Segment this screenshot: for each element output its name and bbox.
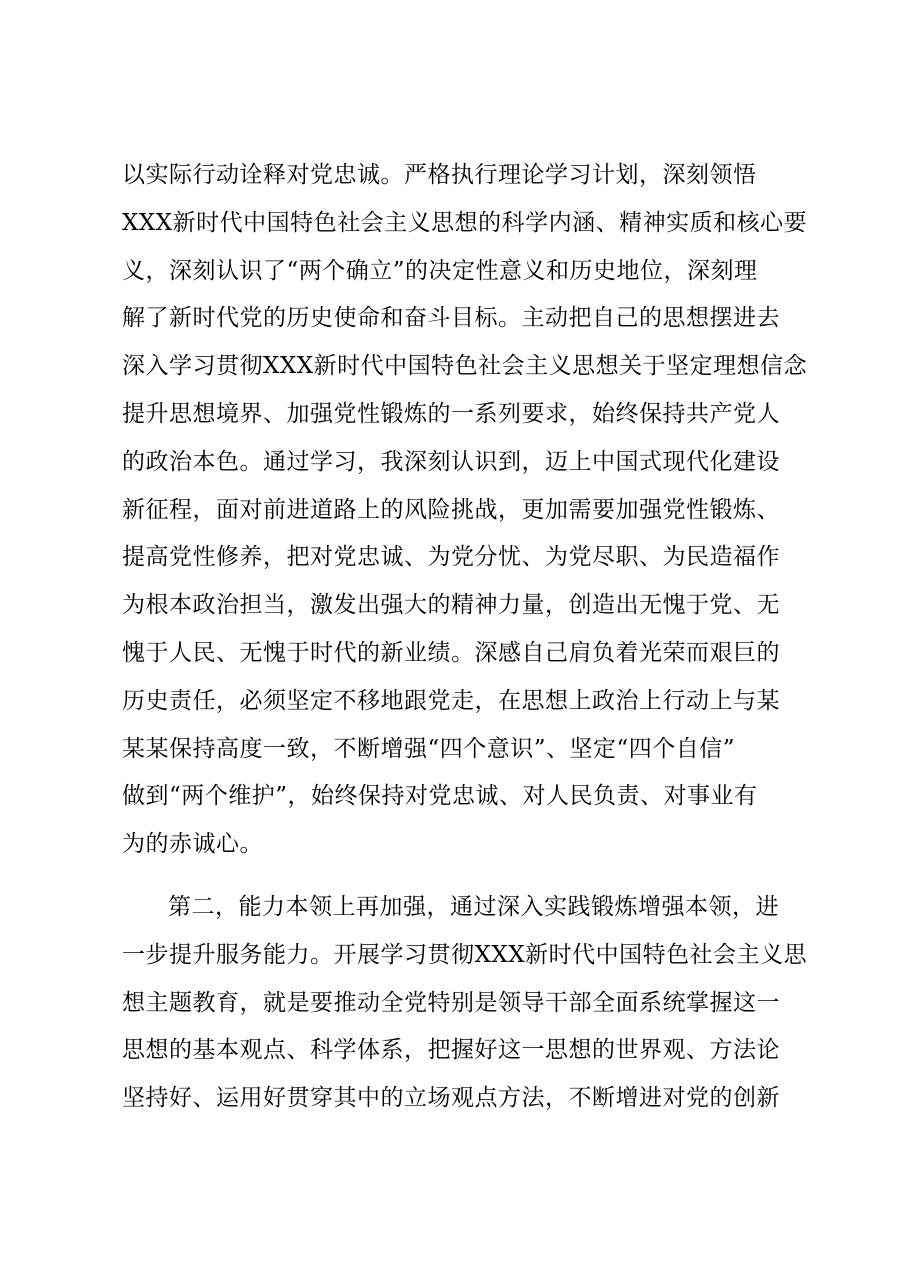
paragraph-line: 新征程，面对前进道路上的风险挑战，更加需要加强党性锻炼、 — [122, 496, 780, 523]
paragraph-line: 提高党性修养，把对党忠诚、为党分忧、为党尽职、为民造福作 — [122, 544, 780, 571]
paragraph-line: 做到“两个维护”，始终保持对党忠诚、对人民负责、对事业有 — [122, 783, 758, 810]
paragraph-1 — [122, 152, 822, 869]
paragraph-line: 提升思想境界、加强党性锻炼的一系列要求，始终保持共产党人 — [122, 400, 780, 427]
paragraph-line: 坚持好、运用好贯穿其中的立场观点方法，不断增进对党的创新 — [122, 1085, 780, 1112]
paragraph-line: 历史责任，必须坚定不移地跟党走，在思想上政治上行动上与某 — [122, 687, 780, 714]
paragraph-line: 为的赤诚心。 — [122, 831, 263, 858]
paragraph-line: 某某保持高度一致，不断增强“四个意识”、坚定“四个自信” — [122, 735, 736, 762]
paragraph-line: 的政治本色。通过学习，我深刻认识到，迈上中国式现代化建设 — [122, 448, 780, 475]
paragraph-spacing — [122, 869, 822, 884]
paragraph-line: 一步提升服务能力。开展学习贯彻XXX新时代中国特色社会主义思 — [122, 941, 808, 968]
document-body — [122, 152, 822, 1123]
paragraph-line: 为根本政治担当，激发出强大的精神力量，创造出无愧于党、无 — [122, 592, 780, 619]
paragraph-line: 义，深刻认识了“两个确立”的决定性意义和历史地位，深刻理 — [122, 257, 758, 284]
paragraph-line: 想主题教育，就是要推动全党特别是领导干部全面系统掌握这一 — [122, 989, 780, 1016]
paragraph-line: XXX新时代中国特色社会主义思想的科学内涵、精神实质和核心要 — [122, 209, 808, 236]
paragraph-line: 解了新时代党的历史使命和奋斗目标。主动把自己的思想摆进去 — [122, 305, 780, 332]
paragraph-line: 以实际行动诠释对党忠诚。严格执行理论学习计划，深刻领悟 — [122, 162, 757, 188]
paragraph-line: 愧于人民、无愧于时代的新业绩。深感自己肩负着光荣而艰巨的 — [122, 639, 780, 666]
paragraph-line: 第二，能力本领上再加强，通过深入实践锻炼增强本领，进 — [168, 893, 779, 920]
paragraph-2 — [122, 884, 822, 1123]
paragraph-line: 深入学习贯彻XXX新时代中国特色社会主义思想关于坚定理想信念 — [122, 353, 808, 380]
paragraph-line: 思想的基本观点、科学体系，把握好这一思想的世界观、方法论 — [122, 1037, 780, 1064]
